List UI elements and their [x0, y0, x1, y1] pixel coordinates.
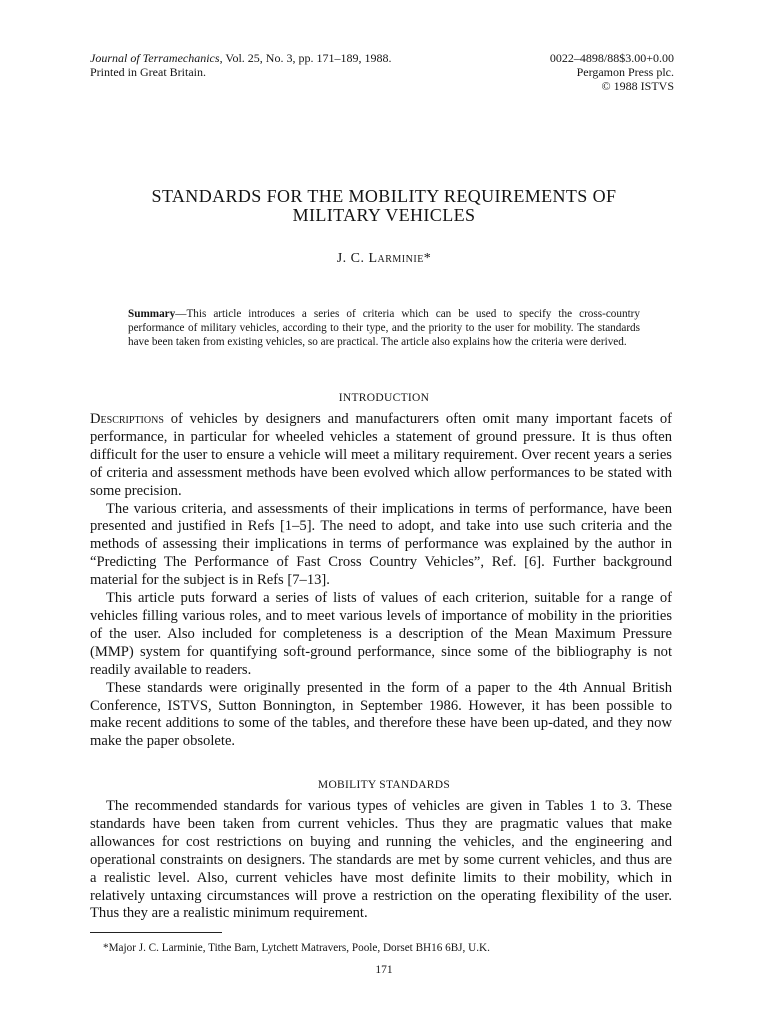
page-number: 171: [375, 964, 393, 976]
section-heading-mobility-standards: MOBILITY STANDARDS: [317, 779, 451, 791]
journal-name: Journal of Terramechanics: [90, 51, 220, 65]
mobility-paragraph-1: The recommended standards for various types of vehicles are given in Tables 1 to 3. These standards have been taken from current vehicles. Thus they are pragmatic values that make allowances for cost restrictions on buying and running the vehicles, and the engineering and operational constraints on designers. The standards are met by some current vehicles, and thus are a realistic level. Also, current vehicles have most definite limits to their mobility, which in relatively untaxing circumstances will prove a restriction on the operating flexibility of the user. Thus they are a realistic minimum requirement.: [90, 798, 672, 922]
issn-price: 0022–4898/88$3.00+0.00: [549, 51, 674, 65]
intro-paragraph-1: [90, 411, 672, 501]
copyright: © 1988 ISTVS: [601, 79, 674, 93]
intro-p1-text: of vehicles by designers and manufacturers often omit many important facets of performance, in particular for wheeled vehicles a statement of ground pressure. It is thus often difficult for the user to ensure a vehicle will meet a military requirement. Over recent years a series of criteria and assessment methods have been evolved which allow performances to be stated with some precision.: [90, 411, 672, 499]
mobility-standards-body: [90, 798, 672, 923]
summary-text: —This article introduces a series of criteria which can be used to specify the cross-country performance of military vehicles, according to their type, and the priority to the user for mobility. The standards have been taken from existing vehicles, so are practical. The article also explains how the criteria were derived.: [128, 308, 640, 348]
footnote-rule: [90, 932, 222, 933]
intro-paragraph-2: The various criteria, and assessments of their implications in terms of performance, have been presented and justified in Refs [1–5]. The need to adopt, and take into use such criteria and the methods of assessing their implications in terms of performance was explained by the author in “Predicting The Performance of Fast Cross Country Vehicles”, Ref. [6]. Further background material for the subject is in Refs [7–13].: [90, 500, 672, 589]
author-footnote: *Major J. C. Larminie, Tithe Barn, Lytchett Matravers, Poole, Dorset BH16 6BJ, U.K.: [103, 942, 490, 954]
citation-line: [90, 51, 391, 65]
title-line-2: MILITARY VEHICLES: [292, 205, 476, 225]
introduction-body: [90, 411, 672, 751]
journal-citation: , Vol. 25, No. 3, pp. 171–189, 1988.: [219, 51, 392, 65]
journal-header-left: [90, 51, 391, 79]
publisher: Pergamon Press plc.: [576, 65, 674, 79]
printed-location: Printed in Great Britain.: [90, 65, 206, 79]
intro-lead-word: Descriptions: [90, 411, 164, 427]
section-heading-introduction: INTRODUCTION: [338, 392, 430, 404]
summary-label: Summary: [128, 308, 176, 320]
author-text: J. C. Larminie*: [336, 251, 432, 266]
author-name: [0, 251, 768, 267]
article-title: [60, 187, 708, 225]
journal-header-right: [550, 51, 674, 93]
title-line-1: STANDARDS FOR THE MOBILITY REQUIREMENTS OF: [151, 186, 617, 206]
intro-paragraph-3: This article puts forward a series of lists of values of each criterion, suitable for a range of vehicles filling various roles, and to meet various levels of importance of mobility in the priorities of the user. Also included for completeness is a description of the Mean Maximum Pressure (MMP) system for quantifying soft-ground performance, since some of the bibliography is not readily available to readers.: [90, 590, 672, 678]
intro-paragraph-4: These standards were originally presented in the form of a paper to the 4th Annual British Conference, ISTVS, Sutton Bonnington, in September 1986. However, it has been possible to make recent additions to some of the tables, and therefore these have been up-dated, and they now make the paper obsolete.: [90, 679, 672, 750]
summary-abstract: [128, 308, 640, 349]
